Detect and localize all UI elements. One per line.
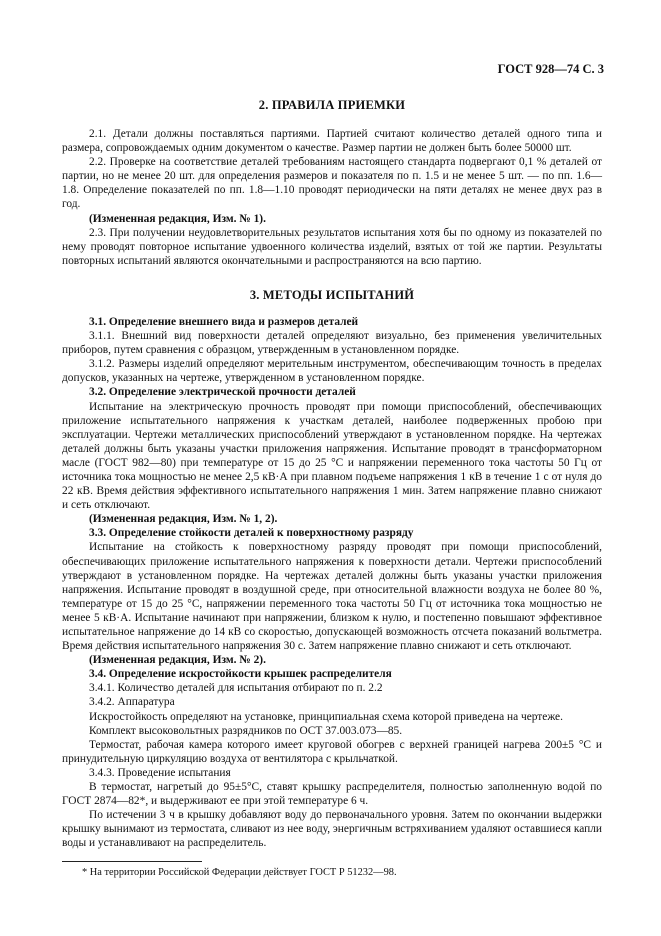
paragraph-2-3: 2.3. При получении неудовлетворительных результатов испытания хотя бы по одному из показателей по нему проводят повторное испытание удвоенного количества изделий, взятых от той же партии. Результаты повторных испытаний являются окончательными и распространяются на всю партию.: [62, 226, 602, 267]
edit-note-1: (Измененная редакция, Изм. № 1).: [89, 212, 266, 225]
section-3-title: 3. МЕТОДЫ ИСПЫТАНИЙ: [249, 287, 415, 302]
subsection-3-2: 3.2. Определение электрической прочности деталей: [89, 386, 356, 399]
document-body: [62, 60, 602, 879]
paragraph-3-4-3-b: По истечении 3 ч в крышку добавляют воду до первоначального уровня. Затем по окончании выдержки крышку вынимают из термостата, сливают из нее воду, энергичным встряхиванием удаляют оставшиеся капли воды и устанавливают на распределитель.: [62, 809, 602, 850]
paragraph-3-4-2-a: Искростойкость определяют на установке, принципиальная схема которой приведена на чертеже.: [89, 710, 563, 723]
paragraph-3-1-1: 3.1.1. Внешний вид поверхности деталей определяют визуально, без применения увеличительных приборов, путем сравнения с образцом, утвержденным в установленном порядке.: [62, 330, 602, 357]
paragraph-3-4-2-b: Комплект высоковольтных разрядников по ОСТ 37.003.073—85.: [89, 724, 403, 737]
footnote: * На территории Российской Федерации действует ГОСТ Р 51232—98.: [82, 866, 397, 878]
paragraph-2-1: 2.1. Детали должны поставляться партиями. Партией считают количество деталей одного типа и размера, сопровождаемых одним документом о качестве. Размер партии не должен быть более 50000 шт.: [62, 128, 602, 155]
paragraph-3-1-2: 3.1.2. Размеры изделий определяют мерительным инструментом, обеспечивающим точность в пределах допусков, указанных на чертеже, утвержденном в установленном порядке.: [62, 358, 602, 385]
subsection-3-1: 3.1. Определение внешнего вида и размеров деталей: [89, 315, 359, 328]
subsection-3-4: 3.4. Определение искростойкости крышек распределителя: [89, 668, 392, 681]
paragraph-2-2: 2.2. Проверке на соответствие деталей требованиям настоящего стандарта подвергают 0,1 % деталей от партии, но не менее 20 шт. для определения размеров и показателя по п. 1.5 и не менее 5 шт. — по пп. 1.6—1.8. Определение показателей по пп. 1.8—1.10 проводят периодически на пяти деталях не менее двух раз в год.: [62, 156, 602, 211]
paragraph-3-3: Испытание на стойкость к поверхностному разряду проводят при помощи приспособлений, обеспечивающих приложение испытательного напряжения к поверхности детали. Чертежи приспособлений утверждают в установленном порядке. На чертежах деталей должны быть указаны участки приложения напряжения. Испытание проводят в воздушной среде, при относительной влажности воздуха не более 80 %, температуре от 15 до 25 °С, напряжении переменного тока частоты 50 Гц от источника тока мощностью не менее 5 кВ·А. Испытание начинают при напряжении, близком к нулю, и постепенно повышают эффективное испытательное напряжение до 14 кВ со скоростью, допускающей возможность отсчета показаний вольтметра. Время действия испытательного напряжения 30 с. Затем напряжение плавно снижают и сеть отключают.: [62, 541, 602, 653]
paragraph-3-4-2-c: Термостат, рабочая камера которого имеет круговой обогрев с верхней границей нагрева 200±5 °С и принудительную циркуляцию воздуха от вентилятора с крыльчаткой.: [62, 738, 602, 765]
paragraph-3-4-1: 3.4.1. Количество деталей для испытания отбирают по п. 2.2: [89, 682, 383, 695]
section-2-title: 2. ПРАВИЛА ПРИЕМКИ: [258, 98, 406, 112]
paragraph-3-2: Испытание на электрическую прочность проводят при помощи приспособлений, обеспечивающих приложение испытательного напряжения к участкам деталей, наиболее подверженных пробою при эксплуатации. Чертежи металлических приспособлений утверждают в установленном порядке. На чертежах деталей должны быть указаны участки приложения напряжения. Испытание проводят в трансформаторном масле (ГОСТ 982—80) при температуре от 15 до 25 °С и напряжении переменного тока частоты 50 Гц от источника тока мощностью не менее 2,5 кВ·А при плавном подъеме напряжения 1 кВ в течение 1 с от нуля до 22 кВ. Время действия эффективного испытательного напряжения 1 мин. Затем напряжение плавно снижают и сеть отключают.: [62, 400, 602, 512]
subsection-3-3: 3.3. Определение стойкости деталей к поверхностному разряду: [89, 527, 414, 540]
edit-note-1-2: (Измененная редакция, Изм. № 1, 2).: [89, 513, 278, 526]
paragraph-3-4-3: 3.4.3. Проведение испытания: [89, 766, 231, 779]
paragraph-3-4-2: 3.4.2. Аппаратура: [89, 696, 175, 709]
edit-note-2: (Измененная редакция, Изм. № 2).: [89, 654, 266, 667]
paragraph-3-4-3-a: В термостат, нагретый до 95±5°С, ставят крышку распределителя, полностью заполненную водой по ГОСТ 2874—82*, и выдерживают ее при этой температуре 6 ч.: [62, 781, 602, 808]
footnote-divider: [62, 861, 202, 862]
page-header: ГОСТ 928—74 С. 3: [497, 62, 604, 76]
